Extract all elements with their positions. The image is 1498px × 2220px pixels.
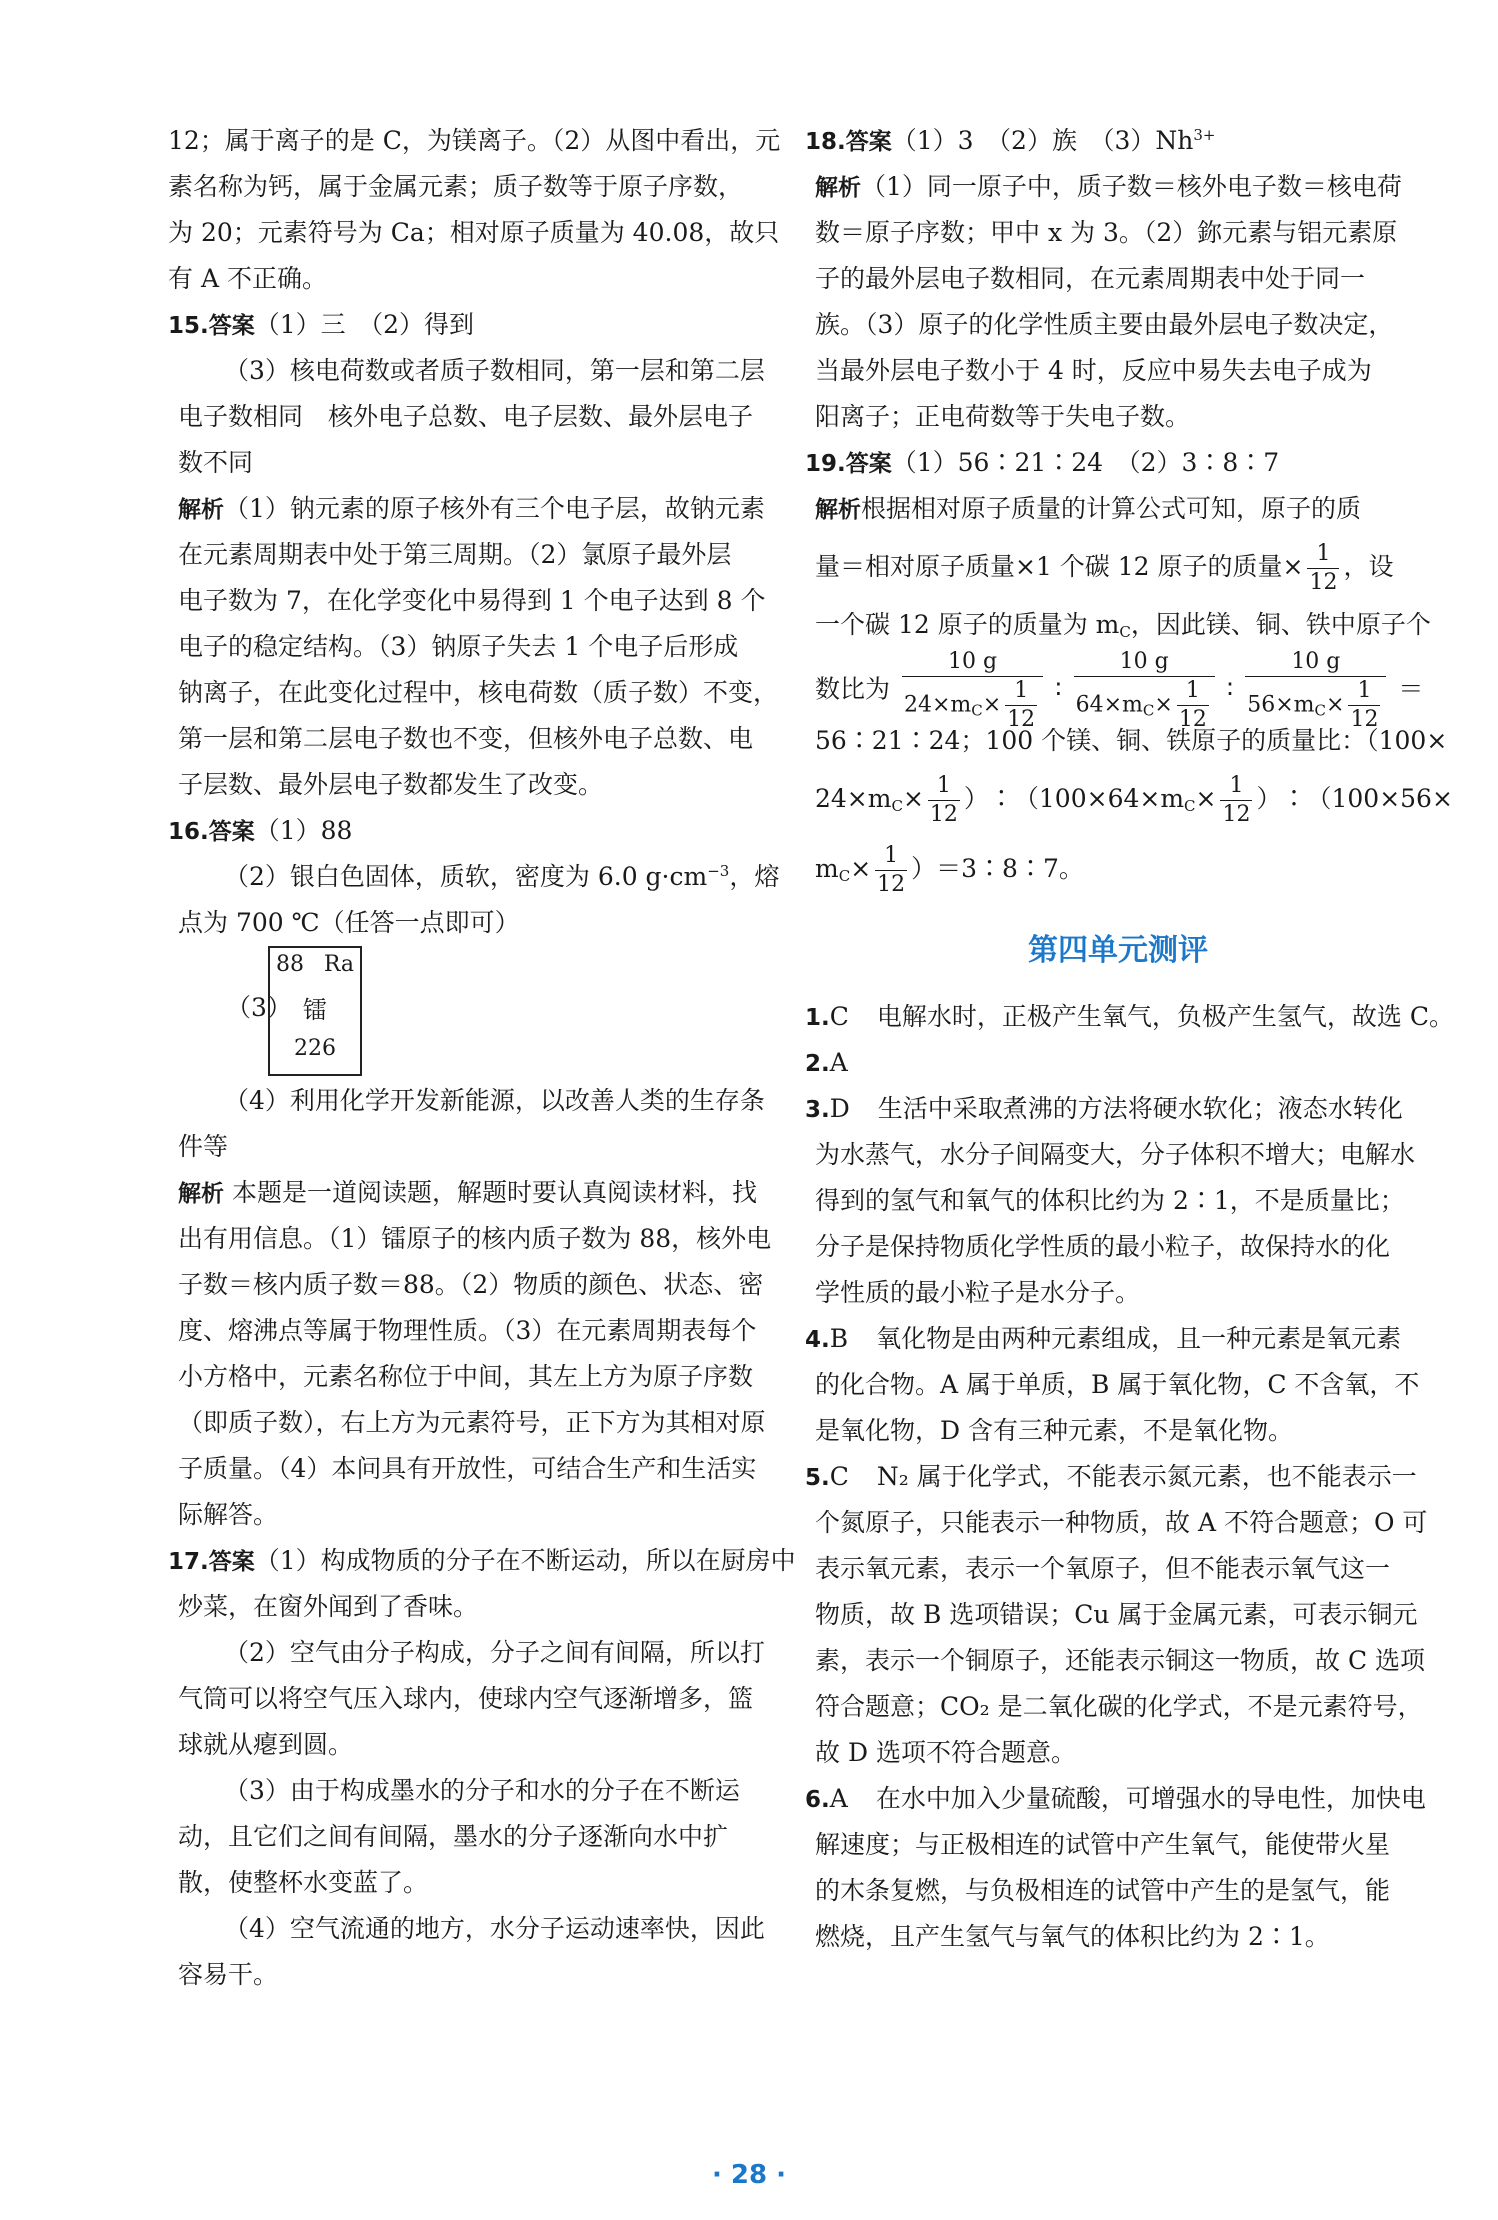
choice-answer: A bbox=[829, 1784, 848, 1813]
numerator: 1 bbox=[1220, 772, 1252, 801]
choice-answer: D bbox=[829, 1094, 850, 1123]
numerator: 1 bbox=[1307, 540, 1339, 569]
choice-answer: B bbox=[829, 1324, 849, 1353]
question-number: 16. bbox=[168, 819, 209, 845]
text-line: 出有用信息。（1）镭原子的核内质子数为 88，核外电 bbox=[178, 1224, 772, 1253]
text-line: 小方格中，元素名称位于中间，其左上方为原子序数 bbox=[178, 1362, 754, 1391]
text-line: 在元素周期表中处于第三周期。（2）氯原子最外层 bbox=[178, 540, 732, 569]
text-line: 子数＝核内质子数＝88。（2）物质的颜色、状态、密 bbox=[178, 1270, 764, 1299]
analysis-label: 解析 bbox=[178, 497, 224, 523]
question-number: 17. bbox=[168, 1549, 209, 1575]
text-span: ）＝3∶8∶7。 bbox=[911, 854, 1084, 883]
numerator: 1 bbox=[1348, 677, 1380, 706]
numerator: 1 bbox=[928, 772, 960, 801]
text-span: ∶ bbox=[1226, 674, 1234, 704]
text-line: 个氮原子，只能表示一种物质，故 A 不符合题意；O 可 bbox=[815, 1508, 1428, 1537]
fraction bbox=[1220, 772, 1252, 829]
subscript: C bbox=[971, 701, 983, 720]
explanation-text: N₂ 属于化学式，不能表示氮元素，也不能表示一 bbox=[876, 1462, 1417, 1491]
text-line: （2）空气由分子构成，分子之间有间隔，所以打 bbox=[224, 1638, 765, 1667]
question-19 bbox=[805, 440, 1453, 904]
text-span: 一个碳 12 原子的质量为 m bbox=[815, 610, 1120, 639]
fraction bbox=[875, 842, 907, 899]
text-line: （即质子数），右上方为元素符号，正下方为其相对原 bbox=[178, 1408, 766, 1437]
answer-label: 答案 bbox=[845, 129, 892, 155]
choice-answer: C bbox=[829, 1002, 849, 1031]
text-span: m bbox=[815, 854, 839, 883]
text-span: ，因此镁、铜、铁中原子个 bbox=[1130, 610, 1431, 639]
text-line: 子质量。（4）本问具有开放性，可结合生产和生活实 bbox=[178, 1454, 757, 1483]
subscript: C bbox=[1119, 623, 1131, 641]
text-line: （3）核电荷数或者质子数相同，第一层和第二层 bbox=[224, 356, 765, 385]
text-line: 阳离子；正电荷数等于失电子数。 bbox=[815, 402, 1191, 431]
text-line: 子层数、最外层电子数都发生了改变。 bbox=[178, 770, 604, 799]
question-number: 5. bbox=[805, 1465, 830, 1491]
text-line: 得到的氢气和氧气的体积比约为 2∶1，不是质量比； bbox=[815, 1186, 1405, 1215]
answer-text: （1）56∶21∶24 （2）3∶8∶7 bbox=[891, 448, 1280, 477]
choice-answer: A bbox=[829, 1048, 848, 1077]
question-number: 2. bbox=[805, 1051, 830, 1077]
element-cell bbox=[268, 946, 362, 1076]
question-number: 1. bbox=[805, 1005, 830, 1031]
section-title: 第四单元测评 bbox=[1028, 933, 1208, 968]
numerator: 10 g bbox=[1074, 648, 1215, 677]
text-line: 的木条复燃，与负极相连的试管中产生的是氢气，能 bbox=[815, 1876, 1391, 1905]
page-number: · 28 · bbox=[711, 2160, 787, 2190]
text-line: 表示氧元素，表示一个氧原子，但不能表示氧气这一 bbox=[815, 1554, 1391, 1583]
fraction bbox=[928, 772, 960, 829]
text-line: 的化合物。A 属于单质，B 属于氧化物，C 不含氧，不 bbox=[815, 1370, 1420, 1399]
text-line: 素，表示一个铜原子，还能表示铜这一物质，故 C 选项 bbox=[815, 1646, 1426, 1675]
text-span: ∶ bbox=[1055, 674, 1062, 704]
text-line: 12；属于离子的是 C，为镁离子。（2）从图中看出，元 bbox=[168, 126, 781, 155]
formula-line bbox=[805, 834, 1431, 904]
text-span: × bbox=[982, 692, 1002, 718]
answer-label: 答案 bbox=[208, 819, 255, 845]
question-number: 3. bbox=[805, 1097, 830, 1123]
atomic-mass: 226 bbox=[294, 1036, 336, 1061]
text-span: × bbox=[1195, 784, 1217, 813]
answer-text: （1）三 （2）得到 bbox=[254, 310, 475, 339]
denominator: 12 bbox=[1007, 707, 1036, 732]
question-number: 4. bbox=[805, 1327, 830, 1353]
text-line: 为 20；元素符号为 Ca；相对原子质量为 40.08，故只 bbox=[168, 218, 780, 247]
unit-test-answers bbox=[805, 994, 1454, 1960]
text-line: 为水蒸气，水分子间隔变大，分子体积不增大；电解水 bbox=[815, 1140, 1416, 1169]
atomic-number: 88 bbox=[276, 952, 304, 977]
text-line: 素名称为钙，属于金属元素；质子数等于原子序数， bbox=[168, 172, 744, 201]
superscript: −3 bbox=[707, 862, 730, 880]
text-line: 容易干。 bbox=[178, 1960, 279, 1989]
text-line: 是氧化物，D 含有三种元素，不是氧化物。 bbox=[815, 1416, 1293, 1445]
text-line: 燃烧，且产生氢气与氧气的体积比约为 2∶1。 bbox=[815, 1922, 1330, 1951]
text-span: 24×m bbox=[815, 784, 892, 813]
denominator: 12 bbox=[1178, 707, 1207, 732]
analysis-text: 根据相对原子质量的计算公式可知，原子的质 bbox=[861, 494, 1362, 523]
denominator: 12 bbox=[929, 802, 958, 827]
answer-text: （1）3 （2）族 （3）Nh bbox=[891, 126, 1194, 155]
right-column bbox=[805, 118, 1454, 1960]
analysis-label: 解析 bbox=[178, 1181, 224, 1207]
numerator: 1 bbox=[875, 842, 907, 871]
text-span: × bbox=[1154, 692, 1173, 718]
text-span: × bbox=[902, 784, 924, 813]
text-line: 散，使整杯水变蓝了。 bbox=[178, 1868, 429, 1897]
analysis-label: 解析 bbox=[815, 497, 861, 523]
text-line: 数＝原子序数；甲中 x 为 3。（2）鉨元素与铝元素原 bbox=[815, 218, 1398, 247]
element-name: 镭 bbox=[303, 996, 327, 1024]
text-line: 当最外层电子数小于 4 时，反应中易失去电子成为 bbox=[815, 356, 1372, 385]
answer-text: （2）银白色固体，质软，密度为 6.0 g·cm bbox=[224, 862, 708, 891]
text-line: 有 A 不正确。 bbox=[168, 264, 327, 293]
analysis-text: 本题是一道阅读题，解题时要认真阅读材料，找 bbox=[224, 1178, 757, 1207]
formula-line bbox=[805, 532, 1431, 602]
choice-answer: C bbox=[829, 1462, 849, 1491]
text-span: ）∶（100×56× bbox=[1256, 784, 1453, 813]
denominator: 12 bbox=[1350, 707, 1379, 732]
sub-answer-label: （3） bbox=[226, 993, 292, 1022]
text-line: 球就从瘪到圆。 bbox=[178, 1730, 354, 1759]
text-line: 物质，故 B 选项错误；Cu 属于金属元素，可表示铜元 bbox=[815, 1600, 1418, 1629]
text-line: 学性质的最小粒子是水分子。 bbox=[815, 1278, 1141, 1307]
question-number: 18. bbox=[805, 129, 846, 155]
denominator: 12 bbox=[1222, 802, 1251, 827]
subscript: C bbox=[1142, 701, 1155, 720]
text-line: 符合题意；CO₂ 是二氧化碳的化学式，不是元素符号， bbox=[815, 1692, 1423, 1721]
answer-label: 答案 bbox=[208, 313, 255, 339]
text-line: （4）空气流通的地方，水分子运动速率快，因此 bbox=[224, 1914, 765, 1943]
answer-label: 答案 bbox=[845, 451, 892, 477]
fraction bbox=[1307, 540, 1339, 597]
text-line: 炒菜，在窗外闻到了香味。 bbox=[178, 1592, 479, 1621]
analysis-text: （1）同一原子中，质子数＝核外电子数＝核电荷 bbox=[861, 172, 1402, 201]
numerator: 10 g bbox=[902, 648, 1043, 677]
text-line: 56∶21∶24；100 个镁、铜、铁原子的质量比：（100× bbox=[815, 726, 1448, 755]
text-span: 56×m bbox=[1247, 692, 1315, 718]
superscript: 3+ bbox=[1193, 126, 1216, 144]
text-line: 电子的稳定结构。（3）钠原子失去 1 个电子后形成 bbox=[178, 632, 739, 661]
numerator: 1 bbox=[1005, 677, 1037, 706]
q14-continuation bbox=[168, 118, 781, 302]
subscript: C bbox=[1314, 701, 1327, 720]
text-line: 第一层和第二层电子数也不变，但核外电子总数、电 bbox=[178, 724, 754, 753]
text-span: × bbox=[1326, 692, 1345, 718]
denominator: 12 bbox=[1309, 570, 1338, 595]
text-span: 量＝相对原子质量×1 个碳 12 原子的质量× bbox=[815, 552, 1304, 581]
numerator: 10 g bbox=[1245, 648, 1386, 677]
explanation-text: 在水中加入少量硫酸，可增强水的导电性，加快电 bbox=[875, 1784, 1426, 1813]
text-line: 动，且它们之间有间隔，墨水的分子逐渐向水中扩 bbox=[178, 1822, 729, 1851]
text-line: 气筒可以将空气压入球内，使球内空气逐渐增多，篮 bbox=[178, 1684, 754, 1713]
text-span: 24×m bbox=[903, 692, 972, 718]
answer-text: （1）构成物质的分子在不断运动，所以在厨房中 bbox=[254, 1546, 796, 1575]
explanation-text: 生活中采取煮沸的方法将硬水软化；液态水转化 bbox=[877, 1094, 1403, 1123]
explanation-text: 氧化物是由两种元素组成，且一种元素是氧元素 bbox=[876, 1324, 1402, 1353]
text-line: 故 D 选项不符合题意。 bbox=[815, 1738, 1076, 1767]
text-line: 际解答。 bbox=[178, 1500, 279, 1529]
text-line: 点为 700 ℃（任答一点即可） bbox=[178, 908, 520, 937]
denominator: 12 bbox=[877, 872, 906, 897]
explanation-text: 电解水时，正极产生氧气，负极产生氢气，故选 C。 bbox=[876, 1002, 1454, 1031]
subscript: C bbox=[1184, 797, 1196, 815]
left-column bbox=[168, 118, 796, 1998]
text-span: ＝ bbox=[1398, 674, 1424, 704]
text-span: × bbox=[850, 854, 872, 883]
ratio-line bbox=[805, 648, 1431, 732]
numerator: 1 bbox=[1177, 677, 1209, 706]
text-line: 族。（3）原子的化学性质主要由最外层电子数决定， bbox=[815, 310, 1394, 339]
question-number: 15. bbox=[168, 313, 209, 339]
text-line: （3）由于构成墨水的分子和水的分子在不断运 bbox=[224, 1776, 740, 1805]
text-line: 度、熔沸点等属于物理性质。（3）在元素周期表每个 bbox=[178, 1316, 757, 1345]
analysis-text: （1）钠元素的原子核外有三个电子层，故钠元素 bbox=[224, 494, 765, 523]
formula-line bbox=[805, 602, 1431, 648]
question-18 bbox=[805, 118, 1431, 440]
question-17 bbox=[168, 1538, 796, 1998]
text-line: 子的最外层电子数相同，在元素周期表中处于同一 bbox=[815, 264, 1366, 293]
answer-text: （1）88 bbox=[254, 816, 353, 845]
formula-line bbox=[805, 764, 1453, 834]
question-15 bbox=[168, 302, 779, 808]
text-line: 解速度；与正极相连的试管中产生氧气，能使带火星 bbox=[815, 1830, 1391, 1859]
question-16 bbox=[168, 808, 780, 1538]
subscript: C bbox=[891, 797, 903, 815]
question-number: 19. bbox=[805, 451, 846, 477]
text-line: 电子数为 7，在化学变化中易得到 1 个电子达到 8 个 bbox=[178, 586, 766, 615]
subscript: C bbox=[838, 867, 851, 885]
text-line: 电子数相同 核外电子总数、电子层数、最外层电子 bbox=[178, 402, 754, 431]
text-span: 64×m bbox=[1075, 692, 1143, 718]
answer-text: ，熔 bbox=[729, 862, 780, 891]
text-line: 数不同 bbox=[178, 448, 254, 477]
text-span: ）∶（100×64×m bbox=[963, 784, 1185, 813]
text-line: 分子是保持物质化学性质的最小粒子，故保持水的化 bbox=[815, 1232, 1391, 1261]
answer-label: 答案 bbox=[208, 1549, 255, 1575]
text-line: 件等 bbox=[178, 1132, 229, 1161]
text-line: （4）利用化学开发新能源，以改善人类的生存条 bbox=[224, 1086, 765, 1115]
element-cell-row bbox=[168, 946, 762, 1078]
element-symbol: Ra bbox=[323, 952, 354, 977]
text-line: 钠离子，在此变化过程中，核电荷数（质子数）不变， bbox=[178, 678, 779, 707]
text-span: ，设 bbox=[1343, 552, 1394, 581]
text-span: 数比为 bbox=[815, 674, 891, 704]
question-number: 6. bbox=[805, 1787, 830, 1813]
analysis-label: 解析 bbox=[815, 175, 861, 201]
